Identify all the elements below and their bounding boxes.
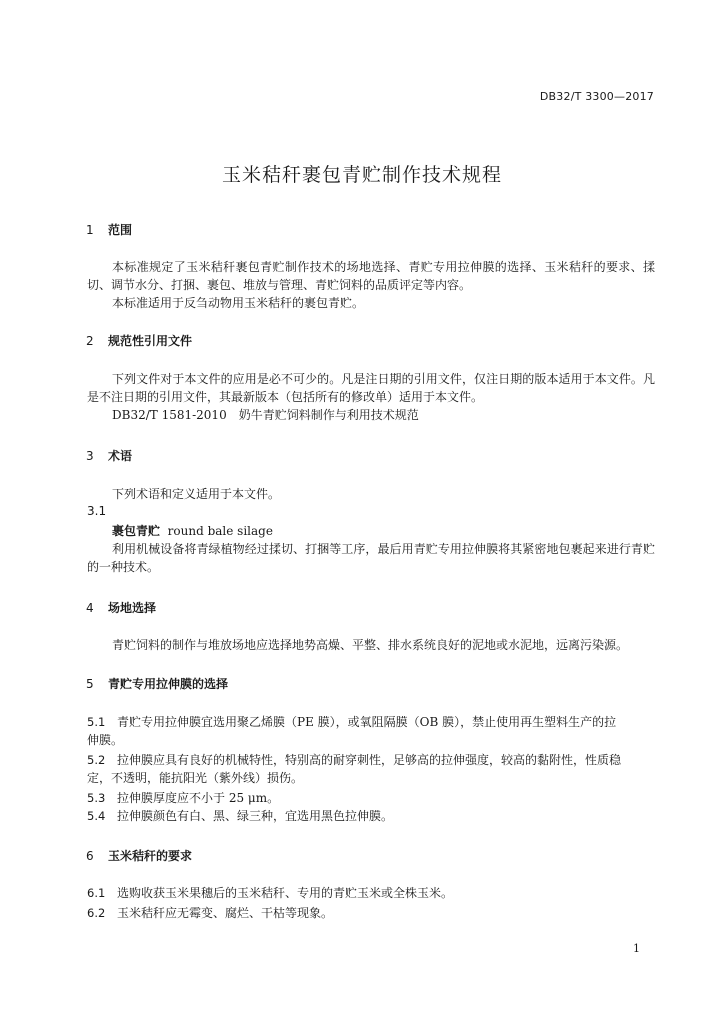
section-heading-3 xyxy=(86,447,132,464)
clause-6-2 xyxy=(87,904,333,921)
term-definition: 利用机械设备将青绿植物经过揉切、打捆等工序，最后用青贮专用拉伸膜将其紧密地包裹起来进行青贮的一种技术。 xyxy=(87,542,655,574)
term-entry xyxy=(112,522,273,539)
clause-number: 6.2 xyxy=(87,906,106,920)
section-number: 5 xyxy=(86,677,94,691)
clause-number: 5.1 xyxy=(87,715,106,729)
clause-5-3 xyxy=(87,789,279,806)
clause-continuation: 伸膜。 xyxy=(87,733,124,747)
clause-number: 5.3 xyxy=(87,791,106,805)
section-heading-5 xyxy=(86,675,228,692)
section-title: 青贮专用拉伸膜的选择 xyxy=(108,677,229,691)
section-title: 规范性引用文件 xyxy=(108,334,193,348)
clause-text: 拉伸膜厚度应不小于 25 μm。 xyxy=(117,791,280,805)
section-title: 范围 xyxy=(108,223,133,237)
paragraph: 下列术语和定义适用于本文件。 xyxy=(112,487,281,501)
section-heading-4 xyxy=(86,599,156,616)
section-title: 场地选择 xyxy=(108,601,157,615)
paragraph: 青贮饲料的制作与堆放场地应选择地势高燥、平整、排水系统良好的泥地或水泥地，远离污染源。 xyxy=(112,638,629,652)
paragraph: 本标准规定了玉米秸秆裹包青贮制作技术的场地选择、青贮专用拉伸膜的选择、玉米秸秆的要求、揉切、调节水分、打捆、裹包、堆放与管理、青贮饲料的品质评定等内容。 xyxy=(87,260,655,292)
normative-reference: DB32/T 1581-2010 奶牛青贮饲料制作与利用技术规范 xyxy=(112,408,419,422)
clause-6-1 xyxy=(87,884,453,901)
clause-5-2 xyxy=(87,751,621,768)
clause-number: 5.4 xyxy=(87,809,106,823)
clause-text: 玉米秸秆应无霉变、腐烂、干枯等现象。 xyxy=(117,906,334,920)
section-number: 2 xyxy=(86,334,94,348)
clause-text: 选购收获玉米果穗后的玉米秸秆、专用的青贮玉米或全株玉米。 xyxy=(117,886,454,900)
clause-5-1 xyxy=(87,713,616,730)
section-number: 6 xyxy=(86,849,94,863)
page-number: 1 xyxy=(633,942,640,955)
section-number: 4 xyxy=(86,601,94,615)
term-english: round bale silage xyxy=(167,524,273,538)
paragraph: 本标准适用于反刍动物用玉米秸秆的裹包青贮。 xyxy=(112,296,365,310)
clause-5-4 xyxy=(87,807,393,824)
clause-text: 拉伸膜颜色有白、黑、绿三种，宜选用黑色拉伸膜。 xyxy=(117,809,394,823)
section-number: 3 xyxy=(86,449,94,463)
term-number: 3.1 xyxy=(87,504,107,518)
section-title: 玉米秸秆的要求 xyxy=(108,849,193,863)
clause-text: 拉伸膜应具有良好的机械特性，特别高的耐穿刺性，足够高的拉伸强度，较高的黏附性，性质稳 xyxy=(117,753,622,767)
clause-text: 青贮专用拉伸膜宜选用聚乙烯膜（PE 膜），或氧阻隔膜（OB 膜），禁止使用再生塑料生产的拉 xyxy=(117,715,617,729)
section-heading-1 xyxy=(86,221,132,238)
document-number: DB32/T 3300—2017 xyxy=(539,90,654,103)
section-title: 术语 xyxy=(108,449,133,463)
clause-number: 5.2 xyxy=(87,753,106,767)
clause-continuation: 定，不透明，能抗阳光（紫外线）损伤。 xyxy=(87,771,304,785)
section-heading-2 xyxy=(86,332,192,349)
paragraph: 下列文件对于本文件的应用是必不可少的。凡是注日期的引用文件，仅注日期的版本适用于本文件。凡是不注日期的引用文件，其最新版本（包括所有的修改单）适用于本文件。 xyxy=(87,372,655,404)
term-chinese: 裹包青贮 xyxy=(112,524,161,538)
section-heading-6 xyxy=(86,847,192,864)
clause-number: 6.1 xyxy=(87,886,106,900)
document-title: 玉米秸秆裹包青贮制作技术规程 xyxy=(221,164,502,186)
section-number: 1 xyxy=(86,223,94,237)
